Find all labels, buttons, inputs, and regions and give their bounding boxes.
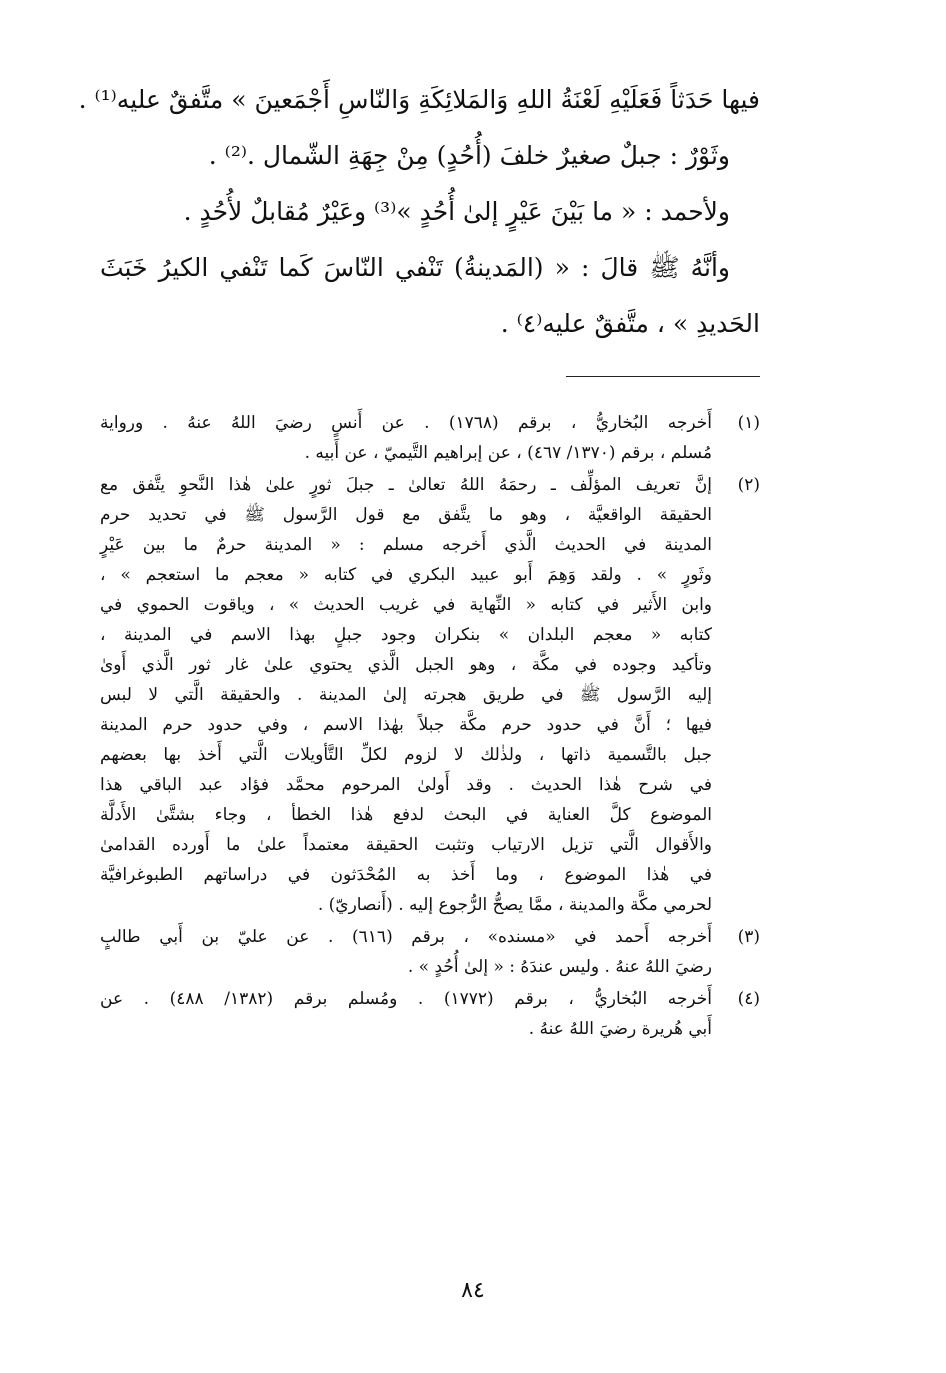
footnote-line: فيها ؛ أَنَّ في حدود حرم مكَّة جبلاً بهٰذا الاسم ، وفي حدود حرم المدينة xyxy=(100,715,712,735)
main-text-line: وأنَّهُ ﷺ قالَ : « (المَدينةُ) تَنْفي النّاسَ كَما تَنْفي الكيرُ خَبَثَ xyxy=(100,253,730,282)
footnote-number: (٤) xyxy=(737,989,760,1009)
footnote-line: وثَورٍ » . ولقد وَهِمَ أَبو عبيد البكري في كتابه « معجم ما استعجم » ، xyxy=(100,565,712,585)
footnote-line: مُسلم ، برقم (١٣٧٠/ ٤٦٧) ، عن إبراهيم التَّيميّ ، عن أَبيه . xyxy=(304,443,712,463)
page-number: ٨٤ xyxy=(461,1278,485,1303)
footnote-line: في هٰذا الموضوع ، وما أَخذ به المُحْدَثون في دراساتهم الطبوغرافيَّة xyxy=(100,865,712,885)
footnote-line: رضيَ اللهُ عنهُ . وليس عندَهُ : « إلىٰ أُحُدٍ » . xyxy=(407,957,712,977)
footnote-line: إنَّ تعريف المؤلِّف ـ رحمَهُ اللهُ تعالىٰ ـ جبلَ ثورٍ علىٰ هٰذا النَّحوِ يتَّفق مع xyxy=(100,475,712,495)
footnote-line: أَخرجه البُخاريُّ ، برقم (١٧٧٢) . ومُسلم برقم (١٣٨٢/ ٤٨٨) . عن xyxy=(100,989,712,1009)
footnote-line: المدينة في الحديث الَّذي أَخرجه مسلم : « المدينة حرمٌ ما بين عَيْرٍ xyxy=(100,535,712,555)
footnote-line: الحقيقة الواقعيَّة ، وهو ما يتَّفق مع قول الرَّسول ﷺ في تحديد حرم xyxy=(100,505,712,525)
footnote-1 xyxy=(100,408,760,468)
footnote-line: وابن الأَثير في كتابه « النِّهاية في غريب الحديث » ، وياقوت الحموي في xyxy=(100,595,712,615)
main-text-line: وثَوْرٌ : جبلٌ صغيرٌ خلفَ (أُحُدٍ) مِنْ جِهَةِ الشّمال .⁽²⁾ . xyxy=(208,141,730,170)
footnotes xyxy=(100,408,760,1046)
footnote-text xyxy=(100,984,712,1044)
main-text-line: ولأحمد : « ما بَيْنَ عَيْرٍ إلىٰ أُحُدٍ »⁽³⁾ وعَيْرٌ مُقابلٌ لأُحُدٍ . xyxy=(183,197,730,226)
main-text-line: فيها حَدَثاً فَعَلَيْهِ لَعْنَةُ اللهِ وَالمَلائِكَةِ وَالنّاسِ أَجْمَعينَ » متَّفقٌ عليه⁽¹⁾ . xyxy=(78,85,760,114)
footnote-3 xyxy=(100,922,760,982)
footnote-4 xyxy=(100,984,760,1044)
footnote-text xyxy=(100,470,712,920)
footnote-number: (٣) xyxy=(737,927,760,947)
footnote-line: أَخرجه البُخاريُّ ، برقم (١٧٦٨) . عن أَنسٍ رضيَ اللهُ عنهُ . ورواية xyxy=(100,413,712,433)
footnote-line: إليه الرَّسول ﷺ في طريق هجرته إلىٰ المدينة . والحقيقة الَّتي لا لبس xyxy=(100,685,712,705)
footnote-line: أَبي هُريرة رضيَ اللهُ عنهُ . xyxy=(528,1019,712,1039)
footnote-line: وتأكيد وجوده في مكَّة ، وهو الجبل الَّذي يحتوي علىٰ غار ثور الَّذي أَوىٰ xyxy=(100,655,712,675)
footnote-line: أَخرجه أَحمد في «مسنده» ، برقم (٦١٦) . عن عليّ بن أَبي طالبٍ xyxy=(100,927,712,947)
main-text-line: الحَديدِ » ، متَّفقٌ عليه⁽٤⁾ . xyxy=(500,309,760,338)
footnote-number: (١) xyxy=(737,413,760,433)
footnote-line: كتابه « معجم البلدان » بنكران وجود جبلٍ بهذا الاسم في المدينة ، xyxy=(100,625,712,645)
footnote-separator xyxy=(566,376,760,377)
footnote-2 xyxy=(100,470,760,920)
footnote-text xyxy=(100,922,712,982)
footnote-text xyxy=(100,408,712,468)
footnote-number: (٢) xyxy=(737,475,760,495)
footnote-line: في شرح هٰذا الحديث . وقد أَولىٰ المرحوم محمَّد فؤاد عبد الباقي هذا xyxy=(100,775,712,795)
footnote-line: لحرمي مكَّة والمدينة ، ممَّا يصحُّ الرُّجوع إليه . (أَنصاريّ) . xyxy=(317,895,712,915)
footnote-line: الموضوع كلَّ العناية في البحث لدفع هٰذا الخطأ ، وجاء بشتَّىٰ الأَدلَّة xyxy=(100,805,712,825)
footnote-line: والأَقوال الَّتي تزيل الارتياب وتثبت الحقيقة معتمداً علىٰ ما أَورده القدامىٰ xyxy=(100,835,712,855)
main-text xyxy=(78,72,760,352)
footnote-line: جبل بالتَّسمية ذاتها ، ولذٰلك لا لزوم لكلِّ التَّأويلات الَّتي أَخذ بها بعضهم xyxy=(100,745,712,765)
